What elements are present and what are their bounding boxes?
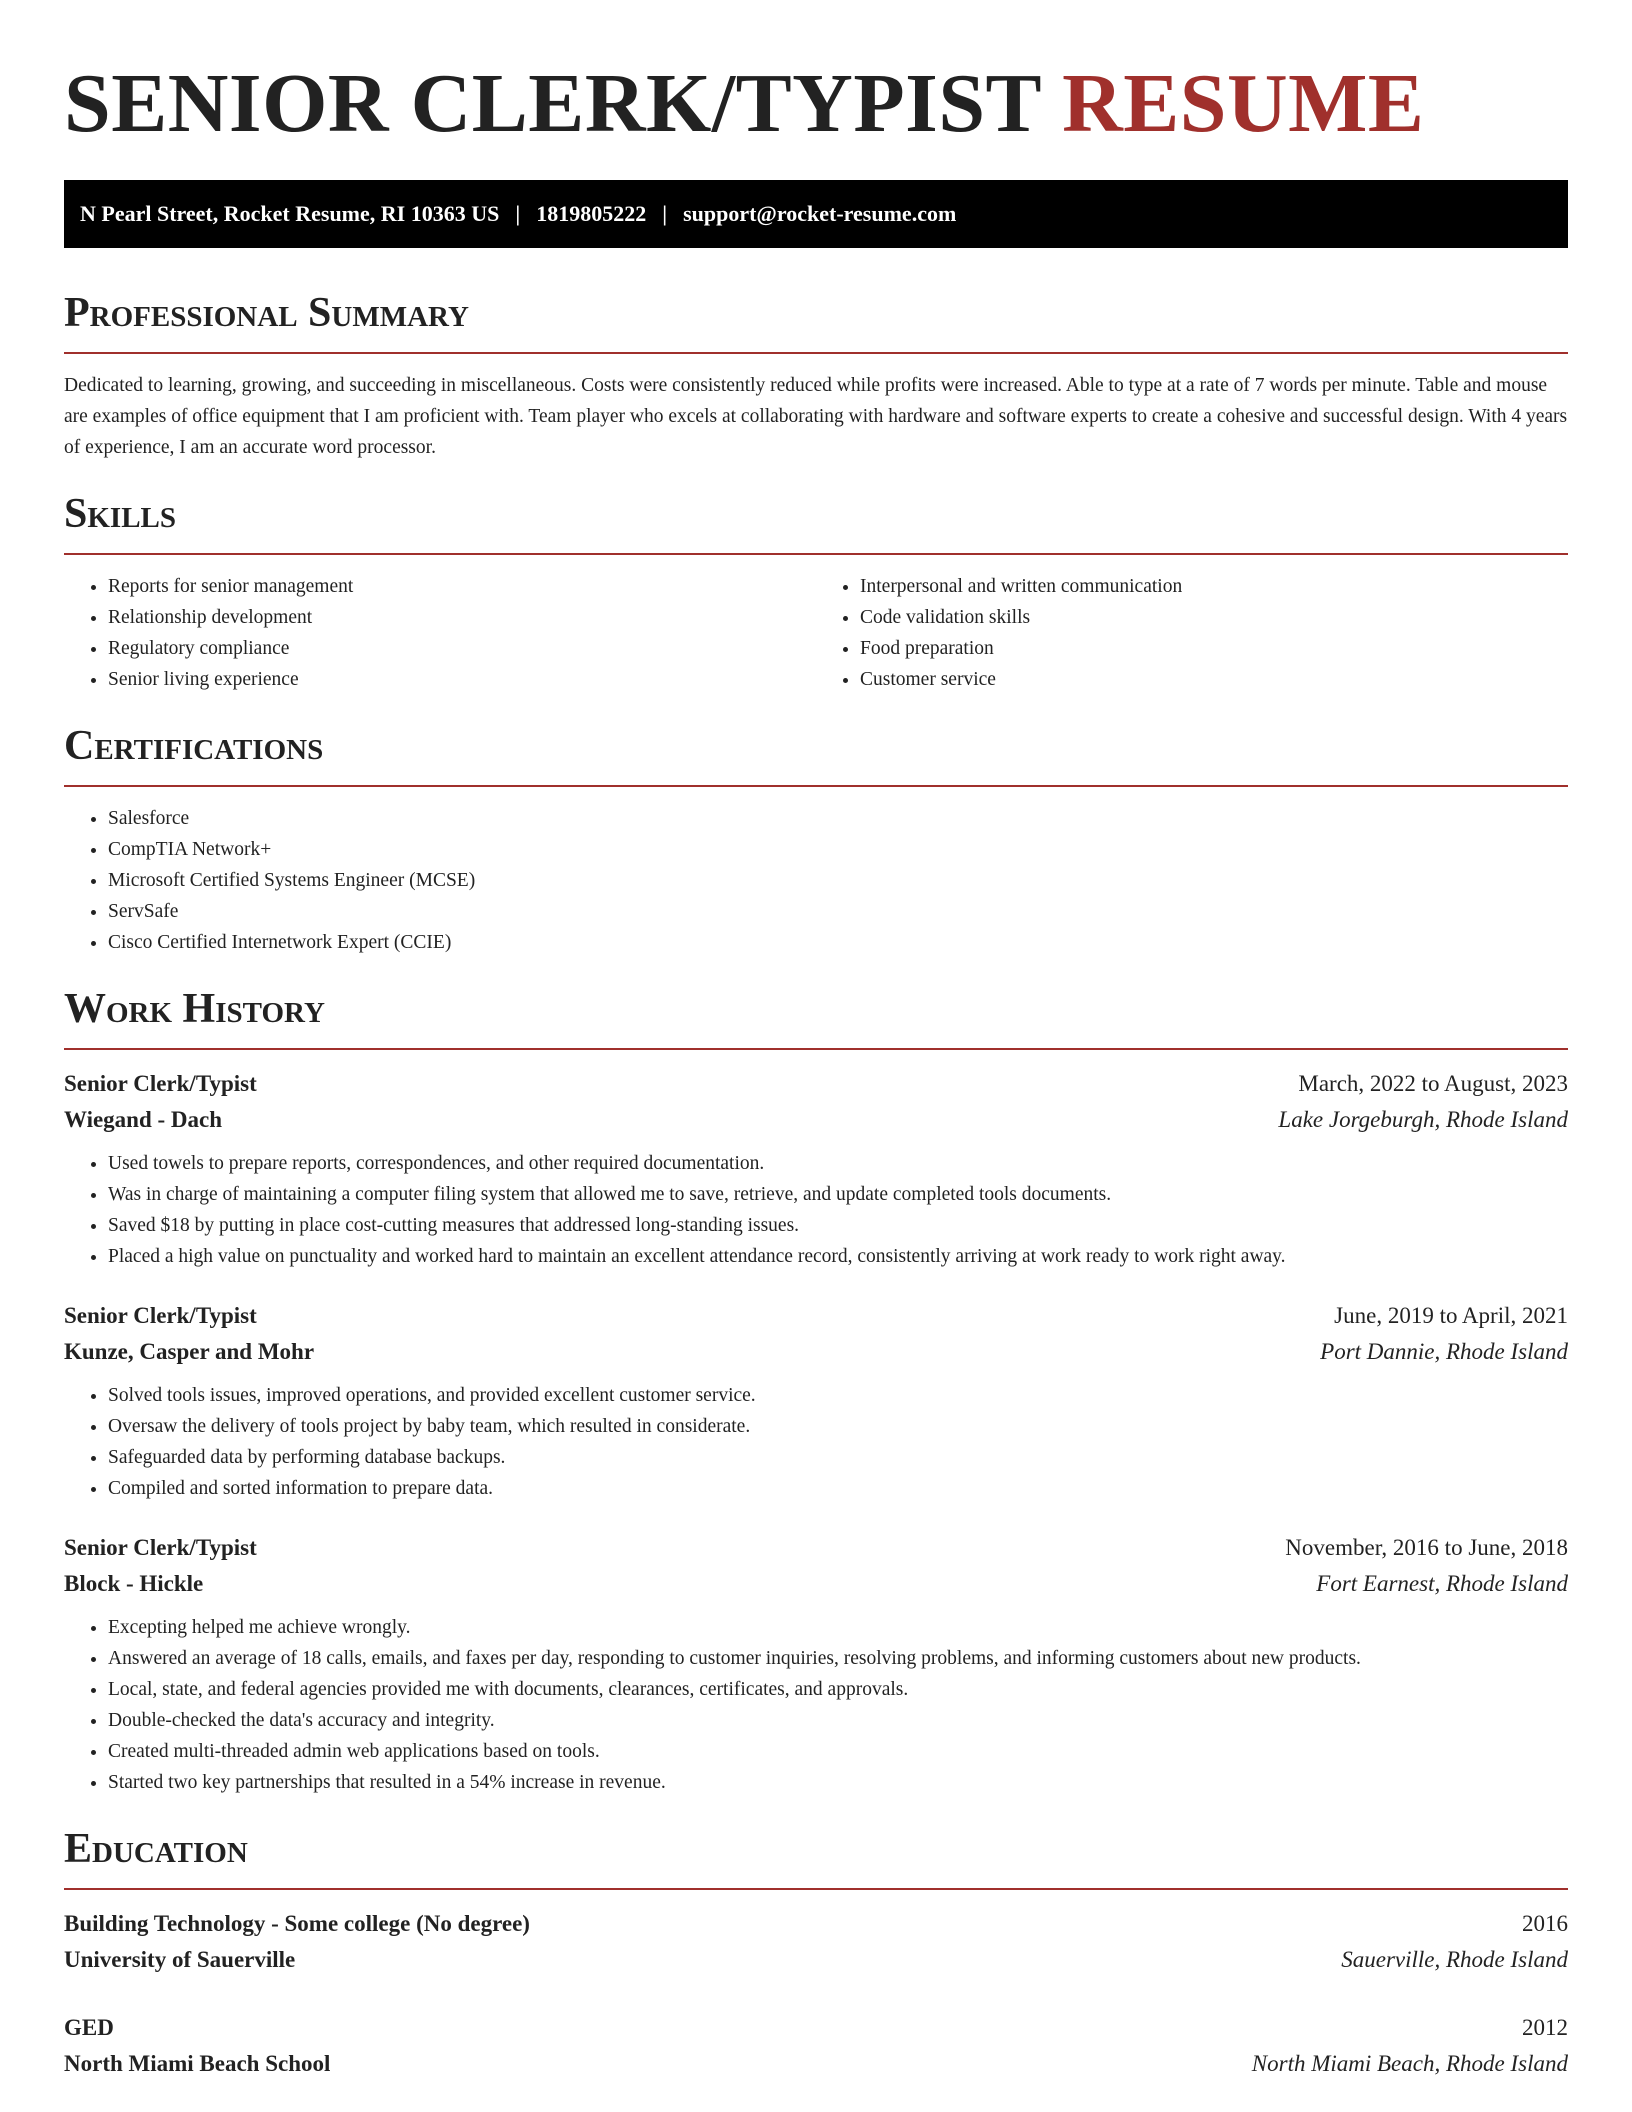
job-title: Senior Clerk/Typist [64,1071,257,1096]
certification-item: • ServSafe [108,896,1568,927]
certification-item: • Salesforce [108,803,1568,834]
skill-item: • Code validation skills [860,602,1568,633]
education-entry [64,2010,1568,2082]
job-title: Senior Clerk/Typist [64,1535,257,1560]
work-history-section [64,984,1568,1798]
job-bullets [64,1612,1568,1798]
job-bullet: • Local, state, and federal agencies provided me with documents, clearances, certificates, and approvals. [108,1674,1568,1705]
job-location: Port Dannie, Rhode Island [1320,1339,1568,1364]
job-bullet: • Used towels to prepare reports, correspondences, and other required documentation. [108,1148,1568,1179]
job-company-row [64,1334,1568,1370]
education-degree: GED [64,2015,114,2040]
education-school-row [64,1942,1568,1978]
job-bullet: • Excepting helped me achieve wrongly. [108,1612,1568,1643]
skill-item: • Customer service [860,664,1568,695]
job-title: Senior Clerk/Typist [64,1303,257,1328]
title-main: SENIOR CLERK/TYPIST [64,57,1041,150]
skill-item: • Reports for senior management [108,571,816,602]
job-header-row [64,1530,1568,1566]
job-bullet: • Saved $18 by putting in place cost-cutting measures that addressed long-standing issues. [108,1210,1568,1241]
education-location: North Miami Beach, Rhode Island [1251,2051,1568,2076]
job-header-row [64,1066,1568,1102]
certification-item: • Cisco Certified Internetwork Expert (CCIE) [108,927,1568,958]
education-section [64,1824,1568,2082]
education-header-row [64,2010,1568,2046]
job-bullet: • Placed a high value on punctuality and worked hard to maintain an excellent attendance record, consistently arriving at work ready to work right away. [108,1241,1568,1272]
section-heading: Work History [64,986,325,1032]
job-entry [64,1530,1568,1798]
education-school: University of Sauerville [64,1947,296,1972]
job-bullets [64,1380,1568,1504]
section-divider [64,1888,1568,1890]
summary-section [64,288,1568,463]
job-bullet: • Started two key partnerships that resulted in a 54% increase in revenue. [108,1767,1568,1798]
education-header-row [64,1906,1568,1942]
contact-email: support@rocket-resume.com [683,201,957,226]
contact-separator: | [515,201,521,226]
job-company-row [64,1102,1568,1138]
education-school: North Miami Beach School [64,2051,331,2076]
education-entry [64,1906,1568,1978]
section-divider [64,785,1568,787]
job-location: Fort Earnest, Rhode Island [1316,1571,1568,1596]
job-company: Block - Hickle [64,1571,204,1596]
education-school-row [64,2046,1568,2082]
job-bullet: • Created multi-threaded admin web applications based on tools. [108,1736,1568,1767]
skill-item: • Regulatory compliance [108,633,816,664]
section-heading: Education [64,1826,248,1872]
job-bullet: • Oversaw the delivery of tools project by baby team, which resulted in considerate. [108,1411,1568,1442]
skill-item: • Senior living experience [108,664,816,695]
certifications-section [64,721,1568,958]
job-bullet: • Double-checked the data's accuracy and integrity. [108,1705,1568,1736]
job-bullets [64,1148,1568,1272]
job-entry [64,1298,1568,1504]
job-dates: November, 2016 to June, 2018 [1285,1535,1568,1560]
job-bullet: • Solved tools issues, improved operations, and provided excellent customer service. [108,1380,1568,1411]
job-company: Wiegand - Dach [64,1107,223,1132]
job-location: Lake Jorgeburgh, Rhode Island [1278,1107,1568,1132]
contact-phone: 1819805222 [536,201,647,226]
skills-section [64,489,1568,695]
certification-item: • CompTIA Network+ [108,834,1568,865]
education-year: 2012 [1522,2015,1568,2040]
contact-separator: | [662,201,668,226]
summary-text: Dedicated to learning, growing, and succeeding in miscellaneous. Costs were consistently reduced while profits were increased. Able to type at a rate of 7 words per minute. Table and mouse are examples of office equipment that I am proficient with. Team player who excels at collaborating with hardware and software experts to create a cohesive and successful design. With 4 years of experience, I am an accurate word processor. [64,375,1568,458]
skills-list-right [816,571,1568,695]
job-dates: March, 2022 to August, 2023 [1298,1071,1568,1096]
section-heading: Skills [64,491,177,537]
section-heading: Certifications [64,723,324,769]
contact-bar [64,180,1568,248]
job-company-row [64,1566,1568,1602]
job-dates: June, 2019 to April, 2021 [1334,1303,1568,1328]
skills-list-left [64,571,816,695]
section-divider [64,352,1568,354]
job-bullet: • Compiled and sorted information to prepare data. [108,1473,1568,1504]
skill-item: • Relationship development [108,602,816,633]
title-accent: RESUME [1062,57,1425,150]
certification-item: • Microsoft Certified Systems Engineer (MCSE) [108,865,1568,896]
skill-item: • Interpersonal and written communication [860,571,1568,602]
section-divider [64,553,1568,555]
resume-title [64,0,1568,152]
job-header-row [64,1298,1568,1334]
skill-item: • Food preparation [860,633,1568,664]
certifications-list [64,803,1568,958]
skills-columns [64,571,1568,695]
education-degree: Building Technology - Some college (No degree) [64,1911,530,1936]
job-company: Kunze, Casper and Mohr [64,1339,315,1364]
education-year: 2016 [1522,1911,1568,1936]
education-location: Sauerville, Rhode Island [1341,1947,1568,1972]
job-bullet: • Safeguarded data by performing database backups. [108,1442,1568,1473]
section-divider [64,1048,1568,1050]
job-bullet: • Answered an average of 18 calls, emails, and faxes per day, responding to customer inquiries, resolving problems, and informing customers about new products. [108,1643,1568,1674]
job-entry [64,1066,1568,1272]
contact-address: N Pearl Street, Rocket Resume, RI 10363 US [80,201,500,226]
job-bullet: • Was in charge of maintaining a computer filing system that allowed me to save, retrieve, and update completed tools documents. [108,1179,1568,1210]
section-heading: Professional Summary [64,290,469,336]
